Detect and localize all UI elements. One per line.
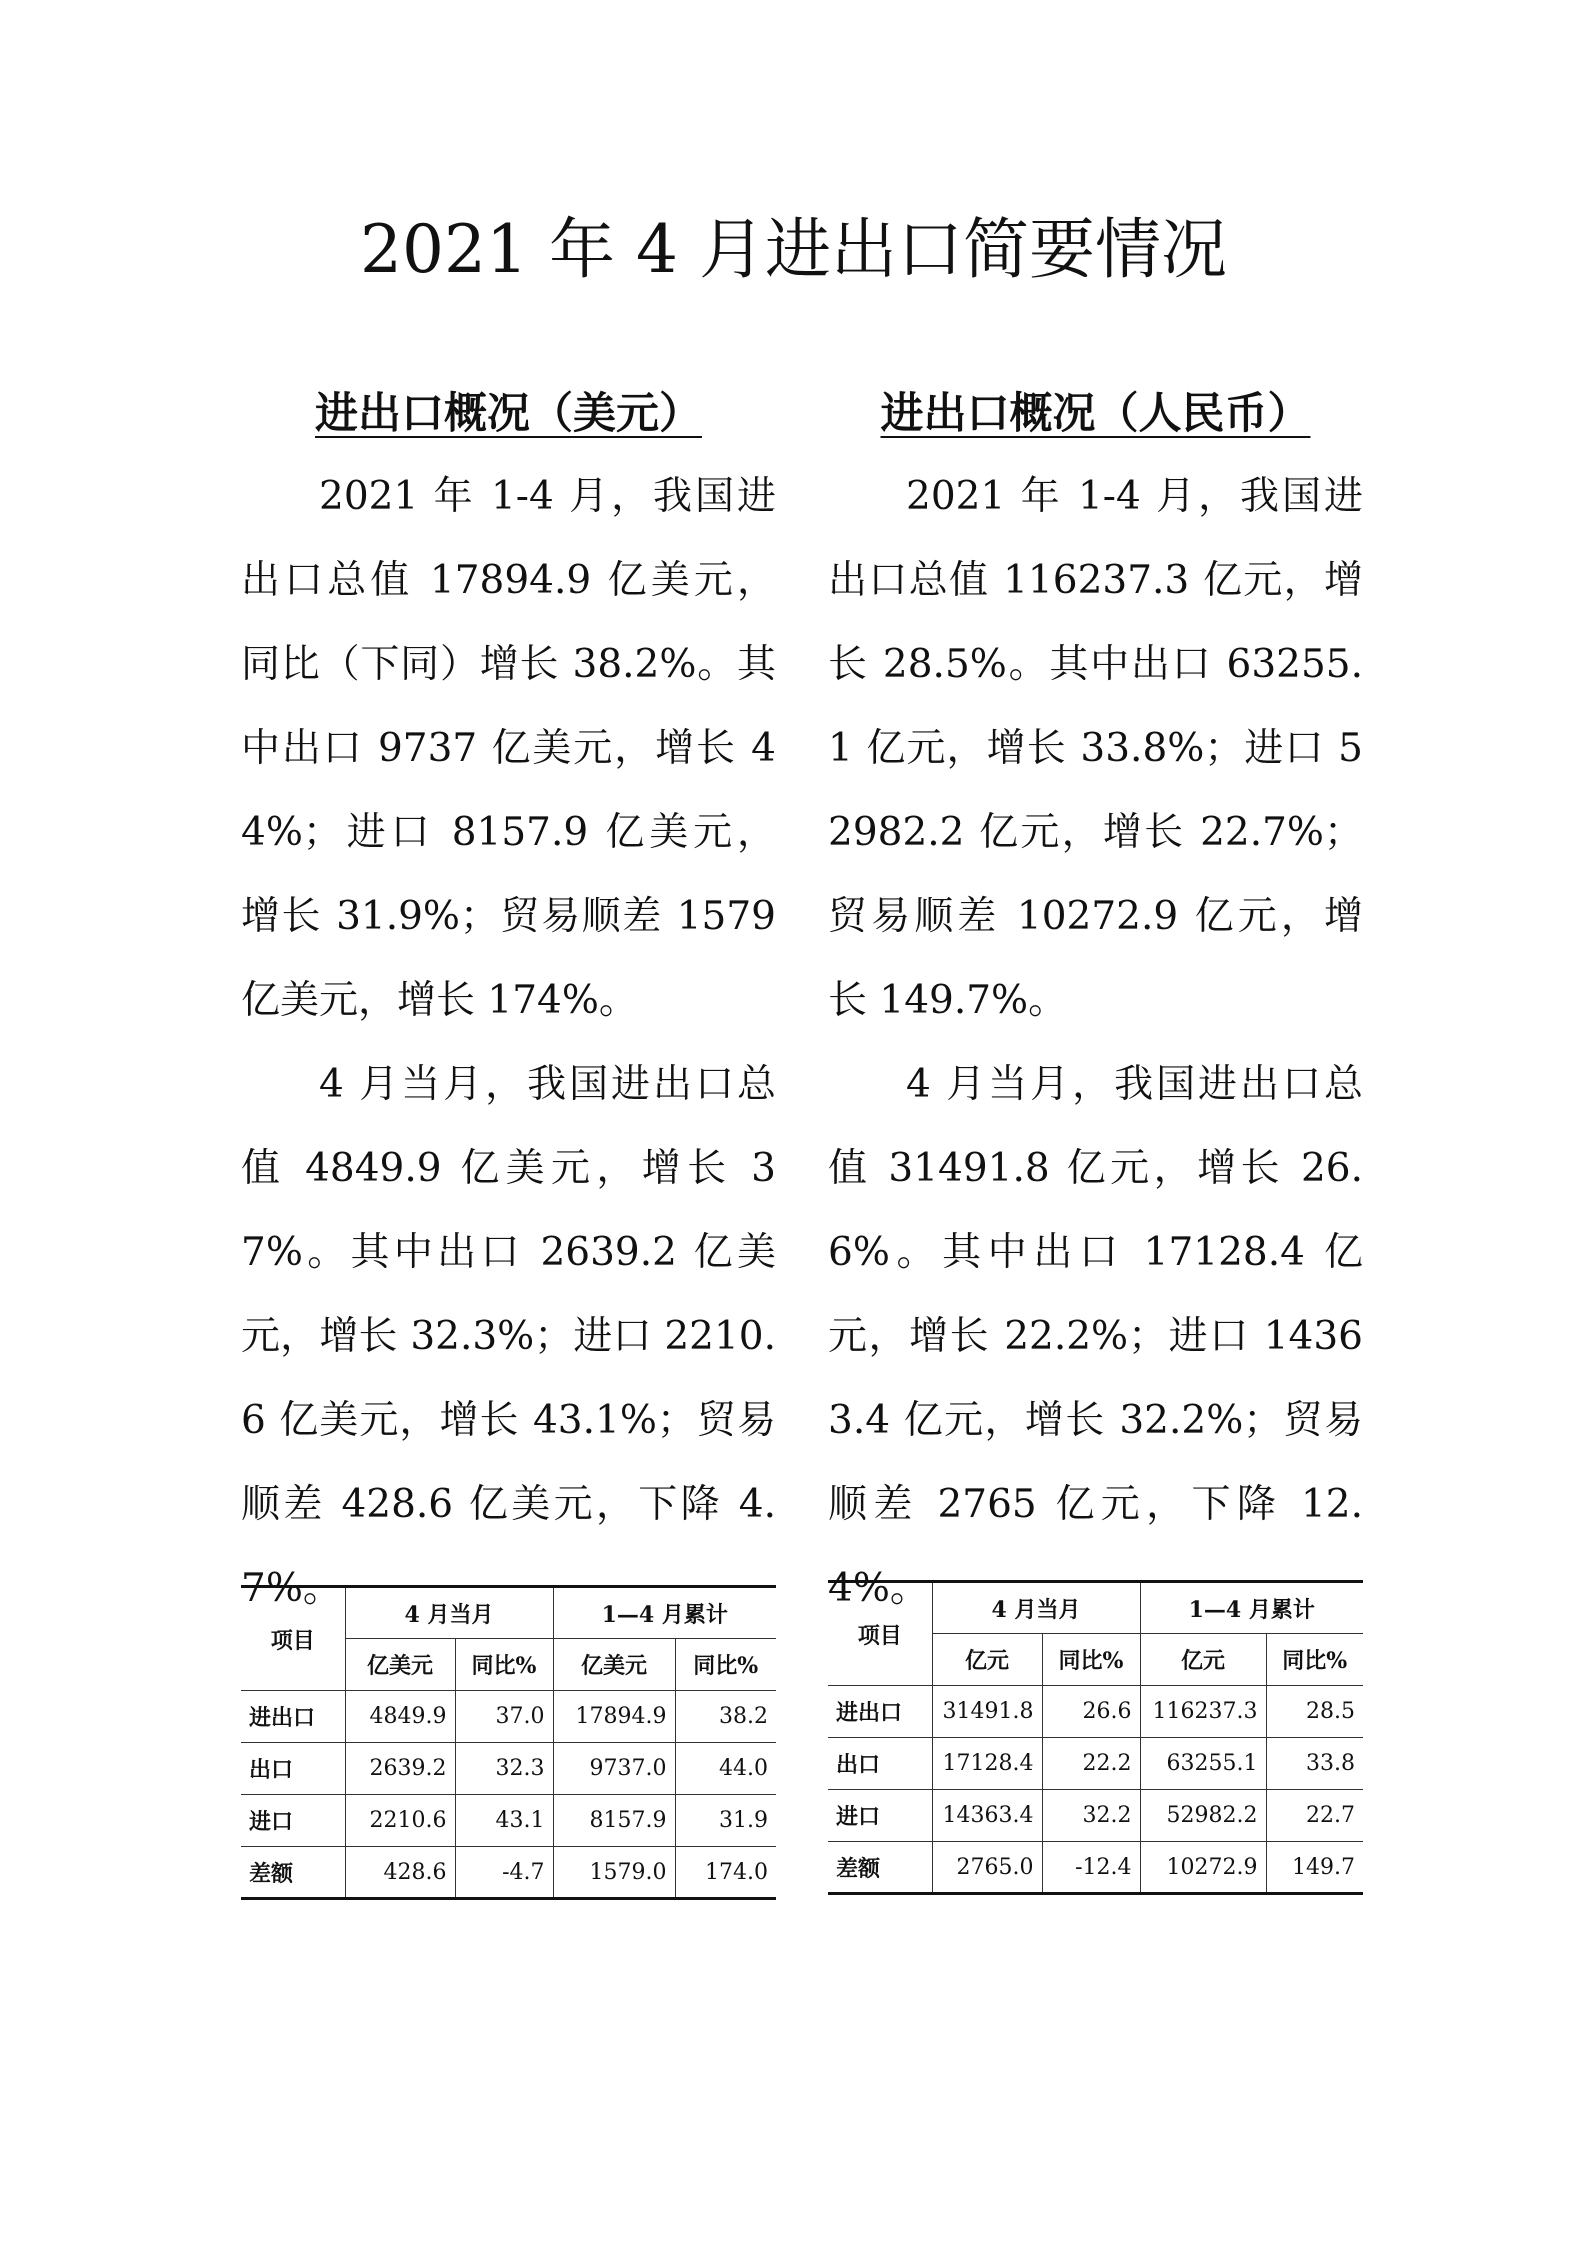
cumulative-yoy-cell: 28.5 [1266,1686,1363,1738]
month-yoy-cell: -4.7 [455,1847,553,1899]
table-row [828,1686,1363,1738]
month-value-cell: 14363.4 [932,1790,1042,1842]
cumulative-value-cell: 1579.0 [553,1847,675,1899]
row-label: 进出口 [828,1686,932,1738]
rmb-overview-section [828,385,1363,1631]
table-row [241,1691,776,1743]
row-label: 差额 [828,1842,932,1894]
cumulative-yoy-cell: 38.2 [675,1691,776,1743]
cumulative-yoy-cell: 31.9 [675,1795,776,1847]
usd-stats-table [241,1585,776,1900]
row-label: 出口 [241,1743,345,1795]
month-value-cell: 17128.4 [932,1738,1042,1790]
month-group-header: 4 月当月 [932,1582,1140,1634]
cumulative-yoy-header: 同比% [1266,1634,1363,1686]
usd-overview-section [241,385,776,1631]
cumulative-yoy-cell: 33.8 [1266,1738,1363,1790]
month-value-cell: 2210.6 [345,1795,455,1847]
cumulative-yoy-cell: 174.0 [675,1847,776,1899]
month-value-cell: 31491.8 [932,1686,1042,1738]
month-yoy-cell: -12.4 [1042,1842,1140,1894]
month-yoy-cell: 26.6 [1042,1686,1140,1738]
month-value-cell: 428.6 [345,1847,455,1899]
usd-ytd-paragraph: 2021 年 1-4 月，我国进出口总值 17894.9 亿美元，同比（下同）增长 38.2%。其中出口 9737 亿美元，增长 44%；进口 8157.9 亿美元，增长 31.9%；贸易顺差 1579 亿美元，增长 174%。 [241,474,776,1023]
month-yoy-header: 同比% [455,1639,553,1691]
cumulative-value-cell: 9737.0 [553,1743,675,1795]
cumulative-yoy-cell: 22.7 [1266,1790,1363,1842]
table-row [241,1795,776,1847]
rmb-stats-table [828,1580,1363,1895]
month-yoy-cell: 37.0 [455,1691,553,1743]
cumulative-unit-header: 亿元 [1140,1634,1266,1686]
table-header-row [828,1582,1363,1634]
month-unit-header: 亿元 [932,1634,1042,1686]
rmb-ytd-paragraph: 2021 年 1-4 月，我国进出口总值 116237.3 亿元，增长 28.5%。其中出口 63255.1 亿元，增长 33.8%；进口 52982.2 亿元，增长 22.7%；贸易顺差 10272.9 亿元，增长 149.7%。 [828,474,1363,1023]
table-row [241,1743,776,1795]
month-unit-header: 亿美元 [345,1639,455,1691]
cumulative-value-cell: 116237.3 [1140,1686,1266,1738]
cumulative-unit-header: 亿美元 [553,1639,675,1691]
cumulative-group-header: 1—4 月累计 [553,1587,776,1639]
row-label: 出口 [828,1738,932,1790]
table-row [828,1842,1363,1894]
item-header: 项目 [241,1587,345,1691]
rmb-april-paragraph: 4 月当月，我国进出口总值 31491.8 亿元，增长 26.6%。其中出口 17128.4 亿元，增长 22.2%；进口 14363.4 亿元，增长 32.2%；贸易顺差 2765 亿元，下降 12.4%。 [828,1062,1363,1611]
table-row [828,1790,1363,1842]
cumulative-yoy-cell: 149.7 [1266,1842,1363,1894]
row-label: 差额 [241,1847,345,1899]
cumulative-value-cell: 17894.9 [553,1691,675,1743]
rmb-section-heading: 进出口概况（人民币） [880,389,1311,439]
cumulative-yoy-header: 同比% [675,1639,776,1691]
month-yoy-cell: 43.1 [455,1795,553,1847]
row-label: 进出口 [241,1691,345,1743]
usd-april-paragraph: 4 月当月，我国进出口总值 4849.9 亿美元，增长 37%。其中出口 2639.2 亿美元，增长 32.3%；进口 2210.6 亿美元，增长 43.1%；贸易顺差 428.6 亿美元，下降 4.7%。 [241,1062,776,1611]
month-yoy-cell: 22.2 [1042,1738,1140,1790]
cumulative-value-cell: 52982.2 [1140,1790,1266,1842]
table-header-row [241,1587,776,1639]
month-yoy-cell: 32.2 [1042,1790,1140,1842]
cumulative-value-cell: 63255.1 [1140,1738,1266,1790]
table-row [828,1738,1363,1790]
usd-section-heading: 进出口概况（美元） [315,389,702,439]
item-header: 项目 [828,1582,932,1686]
month-yoy-cell: 32.3 [455,1743,553,1795]
row-label: 进口 [828,1790,932,1842]
page-title: 2021 年 4 月进出口简要情况 [360,211,1227,288]
month-yoy-header: 同比% [1042,1634,1140,1686]
cumulative-value-cell: 8157.9 [553,1795,675,1847]
month-group-header: 4 月当月 [345,1587,553,1639]
cumulative-yoy-cell: 44.0 [675,1743,776,1795]
month-value-cell: 4849.9 [345,1691,455,1743]
table-row [241,1847,776,1899]
month-value-cell: 2765.0 [932,1842,1042,1894]
cumulative-group-header: 1—4 月累计 [1140,1582,1363,1634]
row-label: 进口 [241,1795,345,1847]
month-value-cell: 2639.2 [345,1743,455,1795]
cumulative-value-cell: 10272.9 [1140,1842,1266,1894]
